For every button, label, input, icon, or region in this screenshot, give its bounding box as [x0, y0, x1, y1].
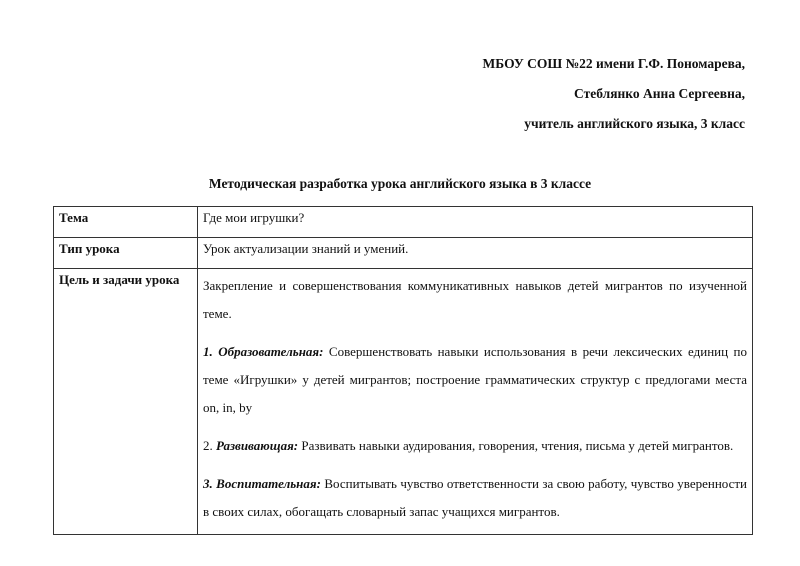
- row-key: Тема: [54, 207, 198, 238]
- table-row: [54, 238, 753, 269]
- row-value: [198, 269, 753, 535]
- author-position: учитель английского языка, 3 класс: [524, 116, 745, 131]
- goal-text: Воспитывать чувство ответственности за свою работу, чувство уверенности в своих силах, обогащать словарный запас учащихся мигрантов.: [203, 476, 748, 519]
- school-name: МБОУ СОШ №22 имени Г.Ф. Пономарева,: [482, 56, 745, 71]
- goal-label: Развивающая:: [216, 438, 299, 453]
- goal-label: Воспитательная:: [216, 476, 321, 491]
- goal-number: 1.: [203, 344, 213, 359]
- table-row: [54, 207, 753, 238]
- row-key: Цель и задачи урока: [54, 269, 198, 535]
- row-value: Урок актуализации знаний и умений.: [198, 238, 753, 269]
- goal-developing: [203, 432, 747, 460]
- document-title: Методическая разработка урока английского языка в 3 классе: [208, 176, 592, 191]
- goal-number: 3.: [203, 476, 213, 491]
- goals-intro: Закрепление и совершенствования коммуникативных навыков детей мигрантов по изученной теме.: [203, 278, 747, 321]
- goal-text: Совершенствовать навыки использования в речи лексических единиц по теме «Игрушки» у детей мигрантов; построение грамматических структур с предлогами места on, in, by: [203, 344, 748, 415]
- goal-educational: [203, 338, 747, 422]
- row-key: Тип урока: [54, 238, 198, 269]
- lesson-table: [53, 206, 753, 535]
- goal-upbringing: [203, 470, 747, 526]
- author-name: Стеблянко Анна Сергеевна,: [574, 86, 745, 101]
- goal-number: 2.: [203, 438, 213, 453]
- goal-text: Развивать навыки аудирования, говорения, чтения, письма у детей мигрантов.: [301, 438, 734, 453]
- table-row: [54, 269, 753, 535]
- goal-label: Образовательная:: [218, 344, 324, 359]
- row-value: Где мои игрушки?: [198, 207, 753, 238]
